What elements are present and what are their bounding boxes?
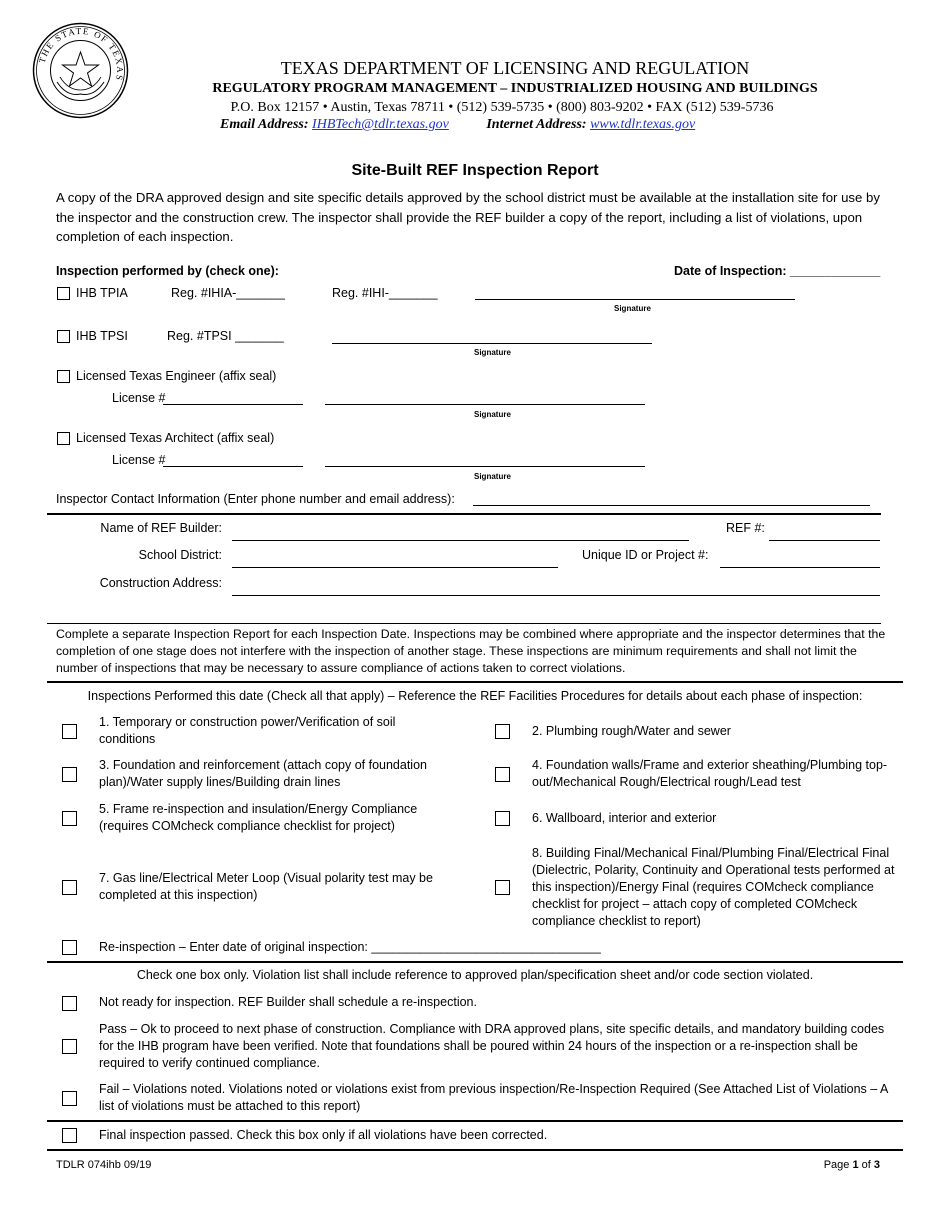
tpsi-signature-line[interactable]	[332, 343, 652, 344]
contact-line	[220, 117, 695, 133]
item6-label: 6. Wallboard, interior and exterior	[532, 811, 717, 825]
internet-label: Internet Address:	[486, 117, 587, 132]
tpia-signature-label: Signature	[614, 304, 651, 313]
contact-info-line[interactable]	[473, 505, 870, 506]
architect-license-label: License #	[112, 453, 166, 467]
results-header: Check one box only. Violation list shall include reference to approved plan/specification sheet and/or code section violated.	[136, 968, 814, 982]
architect-license-line[interactable]	[163, 466, 303, 467]
divider	[47, 1149, 903, 1151]
ref-number-line[interactable]	[769, 540, 880, 541]
form-id: TDLR 074ihb 09/19	[56, 1159, 152, 1171]
item2-checkbox[interactable]	[495, 724, 510, 739]
not-ready-checkbox[interactable]	[62, 996, 77, 1011]
school-district-label: School District:	[138, 548, 222, 562]
tpsi-signature-label: Signature	[474, 348, 511, 357]
separate-report-note: Complete a separate Inspection Report for each Inspection Date. Inspections may be combined where appropriate and the inspector determines that the completion of one stage does not interfere with the inspection of another stage. These inspections are minimum requirements and shall not limit the number of inspections that may be necessary to assure compliance of actions taken to correct violations.	[56, 627, 886, 675]
item1-label: 1. Temporary or construction power/Verification of soil conditions	[99, 715, 396, 746]
item3-label: 3. Foundation and reinforcement (attach copy of foundation plan)/Water supply lines/Building drain lines	[99, 758, 427, 789]
tpia-reg-ihia[interactable]: Reg. #IHIA-_______	[171, 286, 285, 300]
contact-info-label: Inspector Contact Information (Enter phone number and email address):	[56, 492, 455, 506]
item4-label: 4. Foundation walls/Frame and exterior sheathing/Plumbing top-out/Mechanical Rough/Electrical rough/Lead test	[532, 758, 888, 789]
item4-checkbox[interactable]	[495, 767, 510, 782]
item7-label: 7. Gas line/Electrical Meter Loop (Visual polarity test may be completed at this inspection)	[99, 871, 433, 902]
engineer-signature-label: Signature	[474, 410, 511, 419]
item5-label: 5. Frame re-inspection and insulation/Energy Compliance (requires COMcheck compliance checklist for project)	[99, 802, 418, 833]
email-label: Email Address:	[220, 117, 309, 132]
email-link[interactable]: IHBTech@tdlr.texas.gov	[312, 117, 449, 132]
divider	[47, 1120, 903, 1122]
reinspection-label[interactable]: Re-inspection – Enter date of original inspection: _________________________________	[99, 940, 601, 954]
page-title: Site-Built REF Inspection Report	[351, 162, 599, 179]
builder-name-label: Name of REF Builder:	[100, 521, 222, 535]
inspections-header: Inspections Performed this date (Check all that apply) – Reference the REF Facilities Procedures for details about each phase of inspection:	[87, 689, 863, 703]
item5-checkbox[interactable]	[62, 811, 77, 826]
architect-label: Licensed Texas Architect (affix seal)	[76, 431, 275, 445]
tpia-label: IHB TPIA	[76, 286, 128, 300]
item2-label: 2. Plumbing rough/Water and sewer	[532, 724, 731, 738]
tpsi-checkbox[interactable]	[57, 330, 70, 343]
fail-checkbox[interactable]	[62, 1091, 77, 1106]
division-name: REGULATORY PROGRAM MANAGEMENT – INDUSTRIALIZED HOUSING AND BUILDINGS	[212, 81, 818, 96]
architect-signature-label: Signature	[474, 472, 511, 481]
tpia-reg-ihi[interactable]: Reg. #IHI-_______	[332, 286, 438, 300]
final-passed-label: Final inspection passed. Check this box only if all violations have been corrected.	[99, 1128, 548, 1142]
unique-id-line[interactable]	[720, 567, 880, 568]
divider	[47, 681, 903, 683]
item6-checkbox[interactable]	[495, 811, 510, 826]
item8-checkbox[interactable]	[495, 880, 510, 895]
tpsi-reg[interactable]: Reg. #TPSI _______	[167, 329, 284, 343]
ref-number-label: REF #:	[726, 521, 765, 535]
construction-address-line[interactable]	[232, 595, 880, 596]
engineer-license-label: License #	[112, 391, 166, 405]
divider	[47, 513, 881, 515]
pass-label: Pass – Ok to proceed to next phase of construction. Compliance with DRA approved plans, site specific details, and mandatory building codes for the IHB program have been verified. Note that foundations shall be poured within 24 hours of the inspection or a re-inspection shall be required to verify continued compliance.	[99, 1022, 885, 1070]
pass-checkbox[interactable]	[62, 1039, 77, 1054]
not-ready-label: Not ready for inspection. REF Builder shall schedule a re-inspection.	[99, 995, 477, 1009]
intro-paragraph: A copy of the DRA approved design and site specific details approved by the school district must be available at the installation site for use by the inspector and the construction crew. The inspector shall provide the REF builder a copy of the report, including a list of violations, upon completion of each inspection.	[56, 190, 880, 244]
divider	[47, 623, 881, 624]
engineer-label: Licensed Texas Engineer (affix seal)	[76, 369, 277, 383]
architect-checkbox[interactable]	[57, 432, 70, 445]
school-district-line[interactable]	[232, 567, 558, 568]
fail-label: Fail – Violations noted. Violations noted or violations exist from previous inspection/Re-Inspection Required (See Attached List of Violations – A list of violations must be attached to this report)	[99, 1082, 888, 1113]
seal-text: THE STATE OF TEXAS	[36, 25, 126, 83]
architect-signature-line[interactable]	[325, 466, 645, 467]
page-of: of	[858, 1159, 874, 1171]
divider	[47, 961, 903, 963]
tpia-checkbox[interactable]	[57, 287, 70, 300]
item8-label: 8. Building Final/Mechanical Final/Plumbing Final/Electrical Final (Dielectric, Polarity, Continuity and Operational tests performed at this inspection)/Energy Final (requires COMcheck compliance checklist for project – attach copy of completed COMcheck compliance checklist to report)	[532, 846, 895, 928]
engineer-license-line[interactable]	[163, 404, 303, 405]
texas-seal-icon	[32, 22, 129, 119]
unique-id-label: Unique ID or Project #:	[582, 548, 709, 562]
agency-address: P.O. Box 12157 • Austin, Texas 78711 • (512) 539-5735 • (800) 803-9202 • FAX (512) 539-5736	[230, 100, 774, 115]
date-of-inspection[interactable]: Date of Inspection: _____________	[674, 264, 881, 278]
page-current: 1	[852, 1159, 859, 1171]
construction-address-label: Construction Address:	[99, 576, 222, 590]
item1-checkbox[interactable]	[62, 724, 77, 739]
agency-name: TEXAS DEPARTMENT OF LICENSING AND REGULATION	[280, 58, 750, 78]
reinspection-checkbox[interactable]	[62, 940, 77, 955]
page-total: 3	[873, 1159, 880, 1171]
engineer-checkbox[interactable]	[57, 370, 70, 383]
internet-link[interactable]: www.tdlr.texas.gov	[590, 117, 696, 132]
page-prefix: Page	[823, 1159, 853, 1171]
performed-by-label: Inspection performed by (check one):	[56, 264, 279, 278]
page-number	[824, 1159, 880, 1171]
tpia-signature-line[interactable]	[475, 299, 795, 300]
tpsi-label: IHB TPSI	[76, 329, 128, 343]
item3-checkbox[interactable]	[62, 767, 77, 782]
engineer-signature-line[interactable]	[325, 404, 645, 405]
item7-checkbox[interactable]	[62, 880, 77, 895]
final-passed-checkbox[interactable]	[62, 1128, 77, 1143]
builder-name-line[interactable]	[232, 540, 689, 541]
